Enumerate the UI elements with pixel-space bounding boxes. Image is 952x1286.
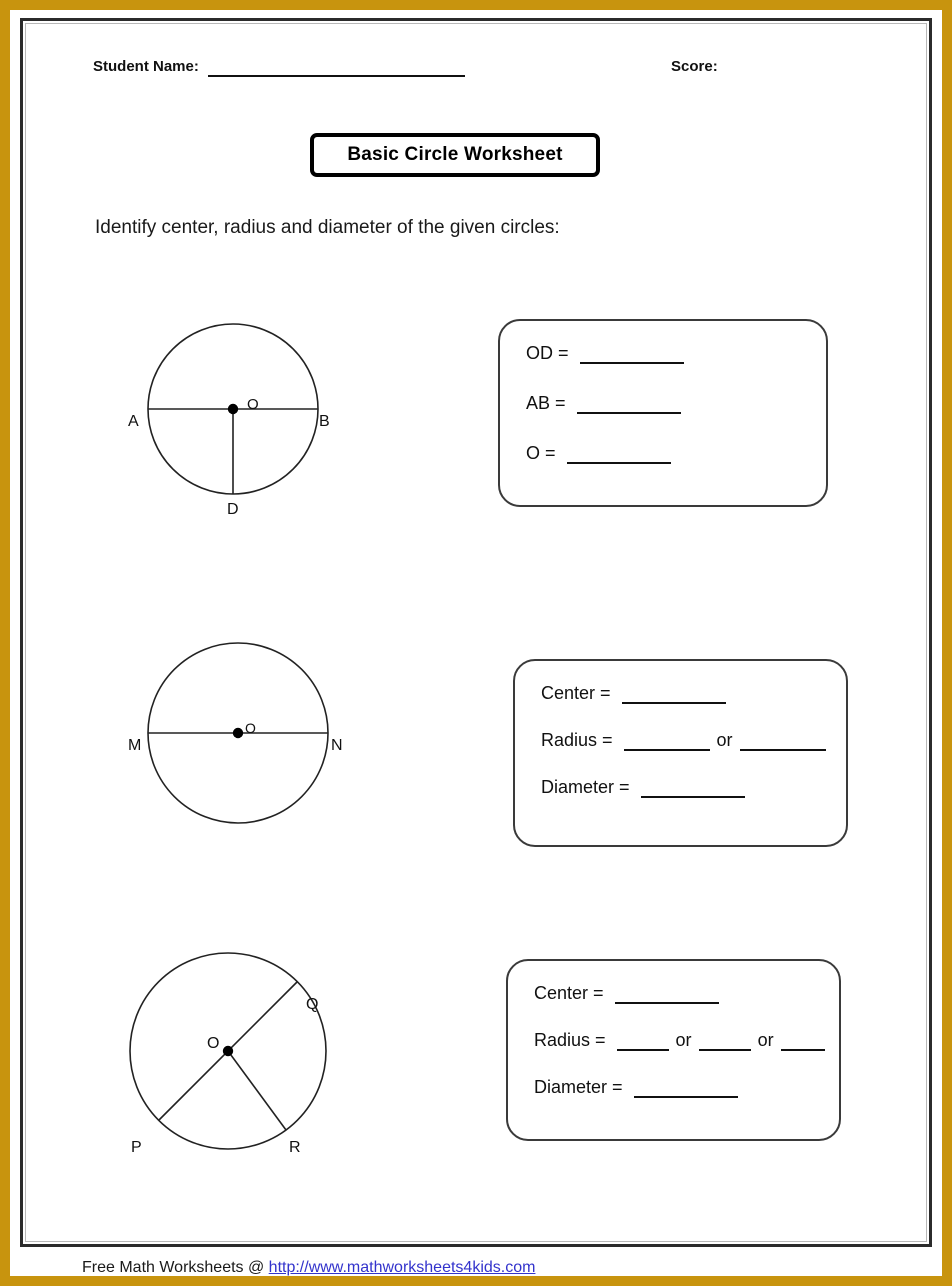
student-name-blank[interactable] [208, 75, 465, 77]
answer-box-3 [506, 959, 841, 1141]
circle-diagram-2 [73, 621, 373, 871]
answer-label-diameter-3: Diameter = [534, 1077, 623, 1097]
answer-label-radius-3: Radius = [534, 1030, 606, 1050]
answer-line-diameter-2 [541, 777, 846, 798]
label-D: D [227, 501, 239, 518]
answer-blank-diameter-3[interactable] [634, 1081, 738, 1098]
circle-diagram-1 [73, 301, 373, 551]
answer-line-o [526, 443, 826, 464]
worksheet-sheet [20, 18, 932, 1247]
answer-line-od [526, 343, 826, 364]
answer-blank-radius-2b[interactable] [740, 734, 826, 751]
circle-diagram-3 [73, 931, 373, 1181]
answer-separator-3b: or [757, 1030, 774, 1050]
segment-OR [228, 1051, 286, 1130]
label-A: A [128, 413, 139, 430]
answer-label-ab: AB = [526, 393, 566, 413]
label-P: P [131, 1139, 142, 1156]
answer-box-1 [498, 319, 828, 507]
label-R: R [289, 1139, 301, 1156]
answer-line-radius-2 [541, 730, 846, 751]
answer-blank-center-2[interactable] [622, 687, 726, 704]
instruction-text: Identify center, radius and diameter of the given circles: [95, 217, 560, 238]
answer-separator-2: or [716, 730, 733, 750]
answer-blank-radius-3b[interactable] [699, 1034, 751, 1051]
label-Q: Q [306, 996, 319, 1013]
label-O-2: O [245, 720, 256, 736]
answer-label-o: O = [526, 443, 556, 463]
footer [20, 1259, 932, 1277]
answer-label-od: OD = [526, 343, 569, 363]
worksheet-title-box [310, 133, 600, 177]
answer-line-center-3 [534, 983, 839, 1004]
problem-row-3 [23, 931, 935, 1181]
label-O-1: O [247, 396, 259, 413]
answer-line-center-2 [541, 683, 846, 704]
footer-text: Free Math Worksheets @ [82, 1259, 269, 1276]
score-label: Score: [671, 58, 718, 75]
answer-blank-radius-2a[interactable] [624, 734, 710, 751]
answer-blank-od[interactable] [580, 347, 684, 364]
answer-blank-radius-3c[interactable] [781, 1034, 825, 1051]
label-B: B [319, 413, 330, 430]
center-point-1 [228, 404, 238, 414]
answer-box-2 [513, 659, 848, 847]
student-name-label: Student Name: [93, 58, 199, 75]
center-point-3 [223, 1046, 233, 1056]
label-O-3: O [207, 1035, 220, 1052]
answer-blank-o[interactable] [567, 447, 671, 464]
answer-label-diameter-2: Diameter = [541, 777, 630, 797]
answer-label-center-3: Center = [534, 983, 604, 1003]
problem-row-2 [23, 621, 935, 871]
answer-line-diameter-3 [534, 1077, 839, 1098]
answer-blank-diameter-2[interactable] [641, 781, 745, 798]
label-N: N [331, 737, 343, 754]
answer-line-ab [526, 393, 826, 414]
answer-blank-ab[interactable] [577, 397, 681, 414]
answer-blank-center-3[interactable] [615, 987, 719, 1004]
answer-label-radius-2: Radius = [541, 730, 613, 750]
answer-line-radius-3 [534, 1030, 839, 1051]
answer-label-center-2: Center = [541, 683, 611, 703]
answer-blank-radius-3a[interactable] [617, 1034, 669, 1051]
label-M: M [128, 737, 142, 754]
page-title: Basic Circle Worksheet [347, 144, 563, 165]
center-point-2 [233, 728, 243, 738]
answer-separator-3a: or [675, 1030, 692, 1050]
problem-row-1 [23, 301, 935, 551]
footer-link[interactable]: http://www.mathworksheets4kids.com [268, 1259, 536, 1276]
